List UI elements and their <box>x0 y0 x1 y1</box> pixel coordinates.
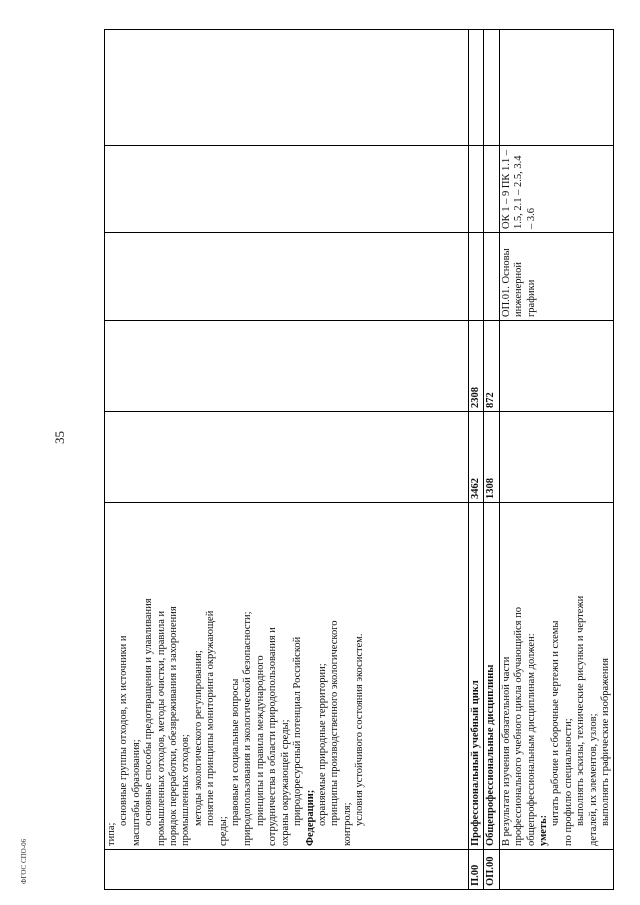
hours-max-cell: 3462 <box>469 412 484 503</box>
code-cell: ОП.00 <box>484 850 499 890</box>
text-line: охраны окружающей среды; <box>279 719 291 846</box>
table-row <box>484 30 499 890</box>
text-line: типа; <box>106 822 117 846</box>
text-line: сотрудничества в области природопользования и <box>267 627 279 846</box>
text-line: среды; <box>217 816 229 846</box>
text-line: по профилю специальности; <box>562 718 574 846</box>
text-line: принципы производственного экологического <box>329 620 341 826</box>
text-line: профессионального учебного цикла обучающийся по <box>513 607 525 846</box>
text-line: промышленных отходов; <box>180 734 192 846</box>
text-line: природопользования и экологической безопасности; <box>242 611 254 846</box>
hours-req-cell: 2308 <box>469 321 484 412</box>
hours-max-cell: 1308 <box>484 412 499 503</box>
text-line: правовые и социальные вопросы <box>230 678 242 826</box>
discipline-cell <box>105 233 469 321</box>
text-line: природоресурсный потенциал Российской <box>292 636 304 826</box>
text-line: масштабы образования; <box>130 739 142 846</box>
table-row <box>499 30 614 890</box>
hours-req-cell <box>105 321 469 412</box>
text-line: В результате изучения обязательной части <box>500 656 512 846</box>
code-cell <box>499 850 614 890</box>
hours-max-cell <box>499 412 614 503</box>
text-line: выполнять эскизы, технические рисунки и чертежи <box>575 595 587 826</box>
discipline-cell <box>469 233 484 321</box>
text-line: методы экологического регулирования; <box>192 650 204 826</box>
hours-max-cell <box>105 412 469 503</box>
extra-cell <box>105 30 469 146</box>
text-line: понятие и принципы мониторинга окружающей <box>205 610 217 826</box>
discipline-cell: ОП.01. Основы инженерной графики <box>499 233 614 321</box>
text-line: основные группы отходов, их источники и <box>118 635 130 826</box>
extra-cell <box>469 30 484 146</box>
content-cell: Общепрофессиональные дисциплины <box>484 503 499 850</box>
discipline-cell <box>484 233 499 321</box>
competency-cell <box>105 146 469 233</box>
rotated-table-container <box>104 30 612 890</box>
extra-cell <box>499 30 614 146</box>
text-line: контроля; <box>341 802 353 846</box>
text-line: деталей, их элементов, узлов; <box>587 713 599 846</box>
competency-cell: ОК 1 – 9 ПК 1.1 – 1.5, 2.1 – 2.5, 3.4 – 3.6 <box>499 146 614 233</box>
competency-cell <box>484 146 499 233</box>
text-line: уметь: <box>538 814 550 846</box>
table-row <box>469 30 484 890</box>
hours-req-cell: 872 <box>484 321 499 412</box>
text-line: выполнять графические изображения <box>600 658 612 826</box>
text-line: Федерации; <box>304 789 316 846</box>
code-cell: П.00 <box>469 850 484 890</box>
text-line: условия устойчивого состояния экосистем. <box>354 633 366 826</box>
text-line: принципы и правила международного <box>254 655 266 826</box>
text-line: читать рабочие и сборочные чертежи и схемы <box>550 620 562 826</box>
extra-cell <box>484 30 499 146</box>
content-cell <box>105 503 469 850</box>
text-line: порядок переработки, обезвреживания и захоронения <box>168 606 180 846</box>
content-cell: Профессиональный учебный цикл <box>469 503 484 850</box>
footer-mark: ФГОС СПО-06 <box>20 838 28 884</box>
curriculum-table <box>104 29 614 890</box>
code-cell <box>105 850 469 890</box>
text-line: охраняемые природные территории; <box>316 663 328 826</box>
page-number: 35 <box>52 431 67 444</box>
text-line: основные способы предотвращения и улавливания <box>143 598 155 826</box>
table-row <box>105 30 469 890</box>
text-line: общепрофессиональным дисциплинам должен: <box>525 633 537 846</box>
hours-req-cell <box>499 321 614 412</box>
text-line: промышленных отходов, методы очистки, правила и <box>155 610 167 846</box>
competency-cell <box>469 146 484 233</box>
content-cell <box>499 503 614 850</box>
